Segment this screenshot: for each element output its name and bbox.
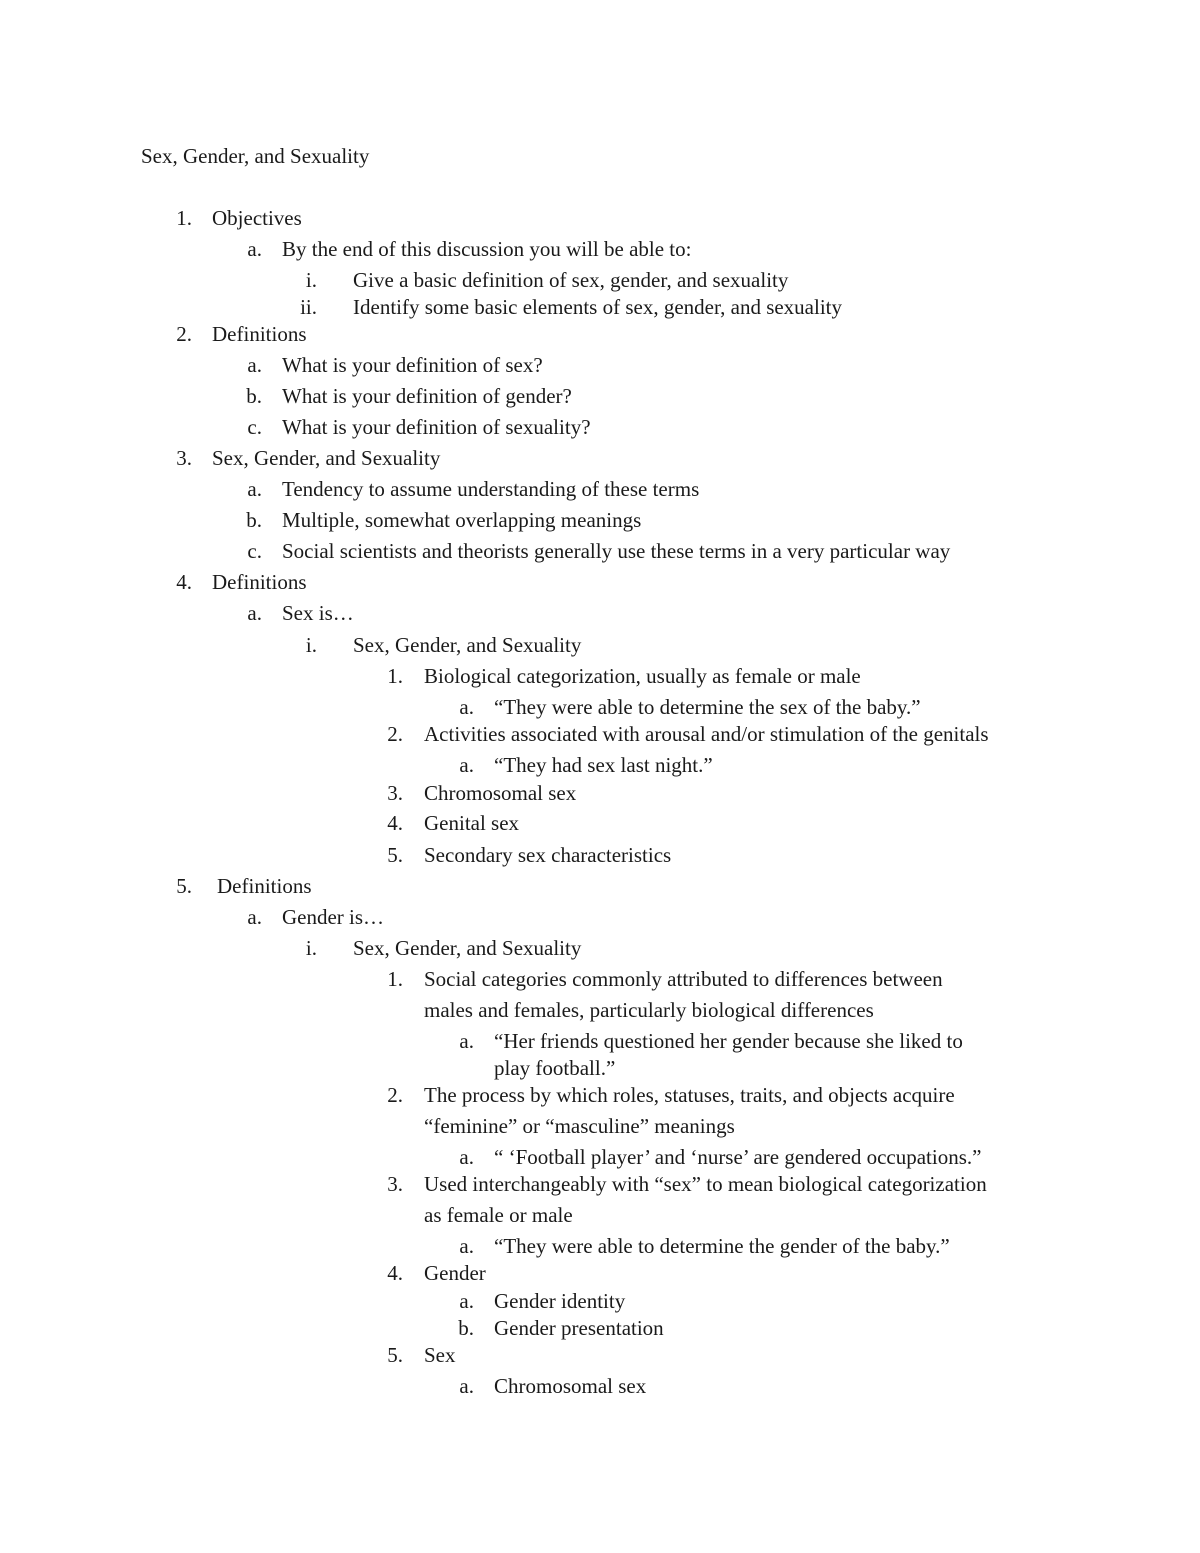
outline-item-text: Definitions bbox=[212, 322, 307, 346]
outline-marker: b. bbox=[246, 384, 262, 408]
outline-item-text: Give a basic definition of sex, gender, and sexuality bbox=[353, 268, 789, 292]
outline-item-text: as female or male bbox=[424, 1203, 573, 1227]
document-title: Sex, Gender, and Sexuality bbox=[141, 144, 370, 168]
outline-marker: a. bbox=[247, 477, 262, 501]
outline-marker: c. bbox=[247, 415, 262, 439]
outline-item-text: Sex is… bbox=[282, 601, 354, 625]
outline-item-text: Gender bbox=[424, 1261, 486, 1285]
outline-marker: c. bbox=[247, 539, 262, 563]
outline-marker: 3. bbox=[176, 446, 192, 470]
outline-item-text: What is your definition of sex? bbox=[282, 353, 543, 377]
outline-item-text: “Her friends questioned her gender because she liked to bbox=[494, 1029, 963, 1053]
outline-item-text: Gender is… bbox=[282, 905, 385, 929]
outline-marker: a. bbox=[247, 353, 262, 377]
outline-marker: 5. bbox=[387, 1343, 403, 1367]
outline-item-text: Chromosomal sex bbox=[494, 1374, 647, 1398]
outline-item-text: Sex, Gender, and Sexuality bbox=[353, 633, 582, 657]
outline-marker: a. bbox=[459, 1234, 474, 1258]
outline-marker: 4. bbox=[387, 1261, 403, 1285]
outline-marker: b. bbox=[458, 1316, 474, 1340]
outline-marker: a. bbox=[459, 695, 474, 719]
outline-item-text: Definitions bbox=[217, 874, 312, 898]
outline-item-text: Sex, Gender, and Sexuality bbox=[212, 446, 441, 470]
outline-marker: 3. bbox=[387, 781, 403, 805]
outline-marker: 3. bbox=[387, 1172, 403, 1196]
outline-item-text: What is your definition of sexuality? bbox=[282, 415, 591, 439]
outline-item-text: Gender identity bbox=[494, 1289, 626, 1313]
outline-marker: a. bbox=[459, 1374, 474, 1398]
outline-marker: i. bbox=[305, 268, 317, 292]
outline-item-text: “feminine” or “masculine” meanings bbox=[424, 1114, 735, 1138]
outline-item-text: Activities associated with arousal and/or stimulation of the genitals bbox=[424, 722, 989, 746]
outline-item-text: Multiple, somewhat overlapping meanings bbox=[282, 508, 642, 532]
outline-item-text: Secondary sex characteristics bbox=[424, 843, 672, 867]
outline-item-text: “They were able to determine the gender of the baby.” bbox=[494, 1234, 950, 1258]
outline-item-text: “ ‘Football player’ and ‘nurse’ are gendered occupations.” bbox=[494, 1145, 982, 1169]
outline-item-text: Genital sex bbox=[424, 811, 520, 835]
outline-item-text: males and females, particularly biological differences bbox=[424, 998, 874, 1022]
outline-item-text: By the end of this discussion you will be able to: bbox=[282, 237, 692, 261]
outline-marker: 5. bbox=[176, 874, 192, 898]
outline-item-text: Gender presentation bbox=[494, 1316, 664, 1340]
outline-item-text: Social scientists and theorists generally use these terms in a very particular way bbox=[282, 539, 951, 563]
outline-item-text: Chromosomal sex bbox=[424, 781, 577, 805]
outline-item-text: Sex, Gender, and Sexuality bbox=[353, 936, 582, 960]
outline-item-text: Tendency to assume understanding of these terms bbox=[282, 477, 700, 501]
outline-item-text: Objectives bbox=[212, 206, 302, 230]
outline-marker: 1. bbox=[176, 206, 192, 230]
outline-marker: a. bbox=[459, 753, 474, 777]
outline-item-text: Identify some basic elements of sex, gender, and sexuality bbox=[353, 295, 843, 319]
outline-item-text: Biological categorization, usually as female or male bbox=[424, 664, 861, 688]
outline-marker: ii. bbox=[300, 295, 317, 319]
outline-marker: a. bbox=[247, 237, 262, 261]
outline-marker: a. bbox=[459, 1145, 474, 1169]
outline-item-text: Sex bbox=[424, 1343, 456, 1367]
outline-marker: i. bbox=[305, 936, 317, 960]
outline-marker: 4. bbox=[387, 811, 403, 835]
outline-marker: a. bbox=[459, 1289, 474, 1313]
outline-marker: a. bbox=[247, 905, 262, 929]
outline-marker: 1. bbox=[387, 664, 403, 688]
outline-marker: a. bbox=[459, 1029, 474, 1053]
outline-marker: 1. bbox=[387, 967, 403, 991]
outline-item-text: Definitions bbox=[212, 570, 307, 594]
outline-item-text: The process by which roles, statuses, traits, and objects acquire bbox=[424, 1083, 955, 1107]
outline-item-text: Used interchangeably with “sex” to mean biological categorization bbox=[424, 1172, 987, 1196]
outline-marker: 2. bbox=[176, 322, 192, 346]
outline-marker: 4. bbox=[176, 570, 192, 594]
outline-marker: b. bbox=[246, 508, 262, 532]
outline-marker: 5. bbox=[387, 843, 403, 867]
outline-marker: a. bbox=[247, 601, 262, 625]
outline-marker: 2. bbox=[387, 1083, 403, 1107]
outline-item-text: Social categories commonly attributed to differences between bbox=[424, 967, 943, 991]
outline-marker: i. bbox=[305, 633, 317, 657]
outline-item-text: “They had sex last night.” bbox=[494, 753, 713, 777]
outline-marker: 2. bbox=[387, 722, 403, 746]
outline-item-text: “They were able to determine the sex of the baby.” bbox=[494, 695, 921, 719]
outline-item-text: What is your definition of gender? bbox=[282, 384, 572, 408]
outline-item-text: play football.” bbox=[494, 1056, 616, 1080]
